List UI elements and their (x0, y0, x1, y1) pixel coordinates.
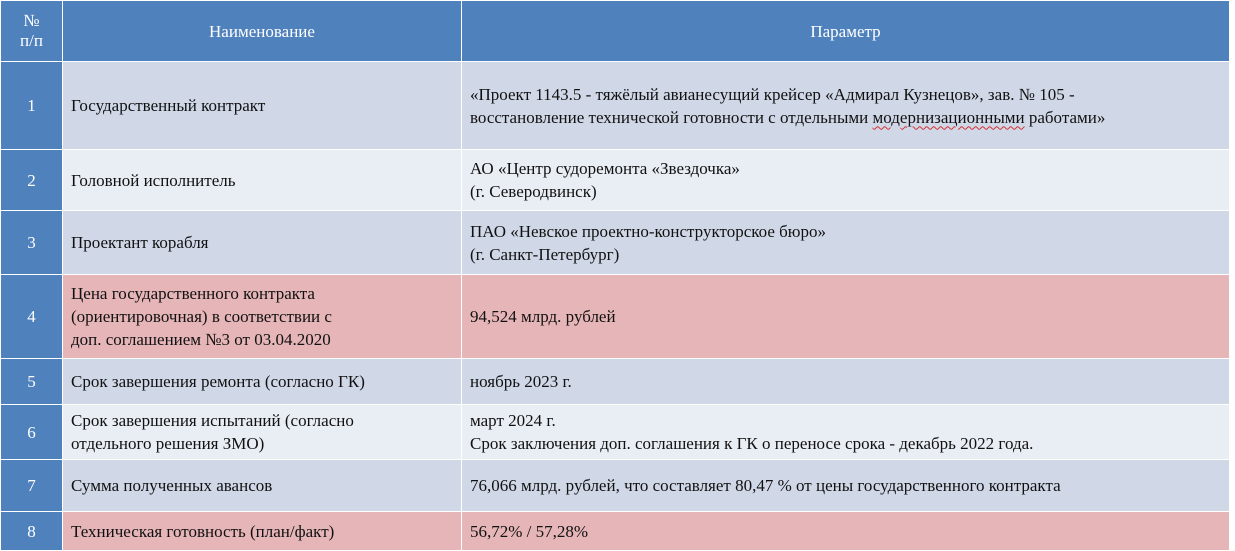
row-parameter (462, 275, 1230, 359)
row-number: 1 (1, 62, 63, 150)
row-parameter (462, 460, 1230, 512)
row-name (63, 460, 462, 512)
row-name-line: Государственный контракт (71, 96, 266, 115)
row-parameter (462, 405, 1230, 460)
table-row (1, 512, 1230, 551)
table-row (1, 275, 1230, 359)
row-name-line: доп. соглашением №3 от 03.04.2020 (71, 330, 331, 349)
table-row (1, 359, 1230, 405)
table-row (1, 211, 1230, 275)
column-header-number-line2: п/п (20, 31, 43, 50)
row-number: 8 (1, 512, 63, 551)
row-number: 6 (1, 405, 63, 460)
row-parameter-text: работами» (1024, 107, 1106, 127)
table-header-row (1, 1, 1230, 62)
row-parameter-line: (г. Северодвинск) (470, 182, 597, 201)
row-parameter-line: март 2024 г. (470, 411, 556, 430)
row-name-line: Сумма полученных авансов (71, 476, 273, 495)
row-parameter-line: «Проект 1143.5 - тяжёлый авианесущий крейсер «Адмирал Кузнецов», зав. № 105 - (470, 84, 1075, 104)
row-parameter-line: ПАО «Невское проектно-конструкторское бюро» (470, 221, 826, 241)
table-row (1, 62, 1230, 150)
row-name-line: Головной исполнитель (71, 170, 236, 190)
row-parameter-line: 94,524 млрд. рублей (470, 307, 616, 326)
row-name (63, 150, 462, 211)
row-parameter-line: 76,066 млрд. рублей, что составляет 80,47 % от цены государственного контракта (470, 476, 1061, 495)
row-name-line: Проектант корабля (71, 233, 209, 252)
row-name (63, 275, 462, 359)
row-name (63, 62, 462, 150)
row-name-line: Срок завершения ремонта (согласно ГК) (71, 372, 365, 391)
row-parameter-line: (г. Санкт-Петербург) (470, 244, 620, 264)
row-parameter (462, 150, 1230, 211)
column-header-number-line1: № (23, 11, 40, 30)
row-number: 2 (1, 150, 63, 211)
row-parameter-line: АО «Центр судоремонта «Звездочка» (470, 159, 740, 178)
row-name (63, 359, 462, 405)
table-row (1, 405, 1230, 460)
row-parameter (462, 62, 1230, 150)
row-name-line: Техническая готовность (план/факт) (71, 521, 335, 541)
row-parameter-line: ноябрь 2023 г. (470, 372, 572, 391)
column-header-name: Наименование (63, 1, 462, 62)
row-parameter-line (470, 106, 1221, 129)
row-parameter (462, 359, 1230, 405)
row-parameter-line: 56,72% / 57,28% (470, 521, 589, 541)
row-number: 4 (1, 275, 63, 359)
column-header-number (1, 1, 63, 62)
table-row (1, 460, 1230, 512)
row-number: 3 (1, 211, 63, 275)
row-name (63, 405, 462, 460)
table-row (1, 150, 1230, 211)
row-name-line: Цена государственного контракта (71, 284, 315, 303)
row-name-line: Срок завершения испытаний (согласно (71, 411, 354, 430)
row-parameter (462, 512, 1230, 551)
row-number: 7 (1, 460, 63, 512)
row-name (63, 211, 462, 275)
row-parameter-text: восстановление технической готовности с отдельными (470, 107, 873, 127)
row-name-line: (ориентировочная) в соответствии с (71, 307, 332, 326)
column-header-parameter: Параметр (462, 1, 1230, 62)
row-parameter-line: Срок заключения доп. соглашения к ГК о переносе срока - декабрь 2022 года. (470, 434, 1034, 453)
row-name-line: отдельного решения ЗМО) (71, 434, 265, 453)
row-parameter (462, 211, 1230, 275)
row-number: 5 (1, 359, 63, 405)
row-name (63, 512, 462, 551)
spellcheck-underlined-word: модернизационными (872, 107, 1025, 127)
